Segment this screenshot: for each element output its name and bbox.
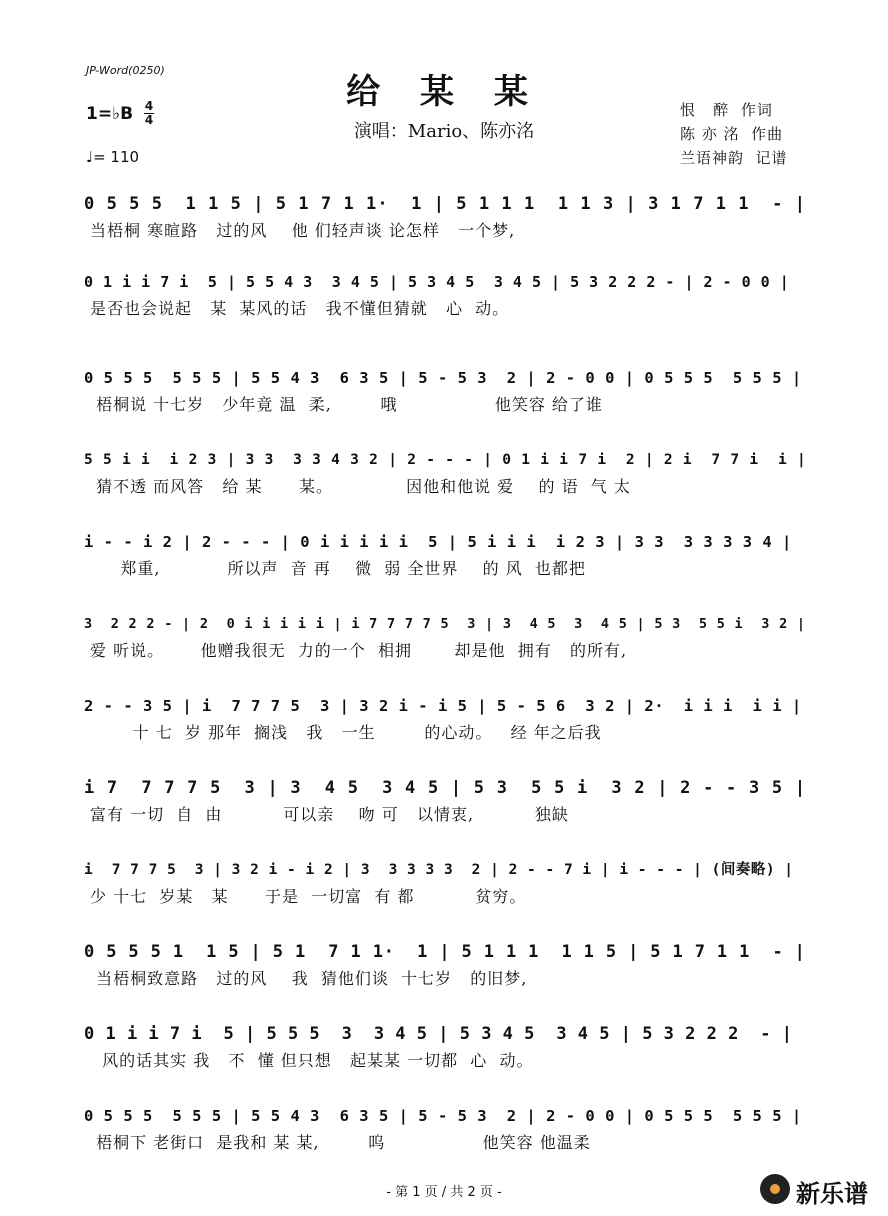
notation-line: 5 5 i i i 2 3 | 3 3 3 3 4 3 2 | 2 - - - | 0 1 i i 7 i 2 | 2 i 7 7 i i | (84, 452, 807, 468)
notation-line: 0 5 5 5 1 1 5 | 5 1 7 1 1· 1 | 5 1 1 1 1 1 3 | 3 1 7 1 1 - | (84, 194, 807, 214)
lyrics-line: 十 七 岁 那年 搁浅 我 一生 的心动。 经 年之后我 (90, 723, 602, 742)
lyrics-line: 梧桐说 十七岁 少年竟 温 柔, 哦 他笑容 给了谁 (90, 395, 603, 414)
transcriber-credit: 兰语神韵 记谱 (680, 149, 788, 167)
lyrics-line: 梧桐下 老街口 是我和 某 某, 呜 他笑容 他温柔 (90, 1133, 591, 1152)
lyrics-line: 是否也会说起 某 某风的话 我不懂但猜就 心 动。 (90, 299, 510, 318)
lyrics-line: 少 十七 岁某 某 于是 一切富 有 都 贫穷。 (90, 887, 527, 906)
notation-line: 0 5 5 5 5 5 5 | 5 5 4 3 6 3 5 | 5 - 5 3 2 | 2 - 0 0 | 0 5 5 5 5 5 5 | (84, 1107, 802, 1125)
lyrics-line: 爱 听说。 他赠我很无 力的一个 相拥 却是他 拥有 的所有, (90, 641, 628, 660)
time-bottom: 4 (144, 113, 154, 127)
logo-text: 新乐谱 (796, 1180, 868, 1208)
record-disc-icon (760, 1174, 790, 1204)
lyrics-line: 猜不透 而风答 给 某 某。 因他和他说 爱 的 语 气 太 (90, 477, 631, 496)
notation-line: 0 1 i i 7 i 5 | 5 5 4 3 3 4 5 | 5 3 4 5 3 4 5 | 5 3 2 2 2 - | 2 - 0 0 | (84, 273, 790, 291)
lyrics-line: 郑重, 所以声 音 再 微 弱 全世界 的 风 也都把 (90, 559, 586, 578)
document-code: JP-Word(0250) (86, 64, 165, 77)
time-signature (144, 100, 154, 127)
time-top: 4 (144, 99, 154, 113)
lyricist-credit: 恨 醉 作词 (680, 101, 773, 119)
song-title: 给 某 某 (346, 72, 542, 112)
key-signature: 1=♭B (86, 104, 134, 124)
notation-line: 0 5 5 5 5 5 5 | 5 5 4 3 6 3 5 | 5 - 5 3 2 | 2 - 0 0 | 0 5 5 5 5 5 5 | (84, 369, 802, 387)
lyrics-line: 当梧桐致意路 过的风 我 猜他们谈 十七岁 的旧梦, (90, 969, 528, 988)
notation-line: 3 2 2 2 - | 2 0 i i i i i | i 7 7 7 7 5 3 | 3 4 5 3 4 5 | 5 3 5 5 i 3 2 | (84, 616, 806, 632)
notation-line: i 7 7 7 7 5 3 | 3 4 5 3 4 5 | 5 3 5 5 i 3 2 | 2 - - 3 5 | (84, 778, 807, 798)
composer-credit: 陈 亦 洺 作曲 (680, 125, 784, 143)
tempo-marking: ♩= 110 (86, 148, 140, 166)
notation-line: 2 - - 3 5 | i 7 7 7 5 3 | 3 2 i - i 5 | 5 - 5 6 3 2 | 2· i i i i i | (84, 697, 802, 715)
singer-line: 演唱：Mario、陈亦洺 (353, 121, 535, 142)
lyrics-line: 当梧桐 寒暄路 过的风 他 们轻声谈 论怎样 一个梦, (90, 221, 516, 240)
lyrics-line: 富有 一切 自 由 可以亲 吻 可 以情衷, 独缺 (90, 805, 569, 824)
notation-line: 0 5 5 5 1 1 5 | 5 1 7 1 1· 1 | 5 1 1 1 1 1 5 | 5 1 7 1 1 - | (84, 942, 806, 962)
page-footer: - 第 1 页 / 共 2 页 - (386, 1185, 502, 1200)
credits (680, 98, 788, 170)
notation-line: 0 1 i i 7 i 5 | 5 5 5 3 3 4 5 | 5 3 4 5 3 4 5 | 5 3 2 2 2 - | (84, 1024, 793, 1044)
lyrics-line: 风的话其实 我 不 懂 但只想 起某某 一切都 心 动。 (90, 1051, 534, 1070)
notation-line: i - - i 2 | 2 - - - | 0 i i i i i 5 | 5 i i i i 2 3 | 3 3 3 3 3 3 4 | (84, 533, 792, 551)
site-logo (760, 1170, 884, 1212)
notation-line: i 7 7 7 5 3 | 3 2 i - i 2 | 3 3 3 3 3 2 | 2 - - 7 i | i - - - | (间奏略) | (84, 862, 794, 878)
